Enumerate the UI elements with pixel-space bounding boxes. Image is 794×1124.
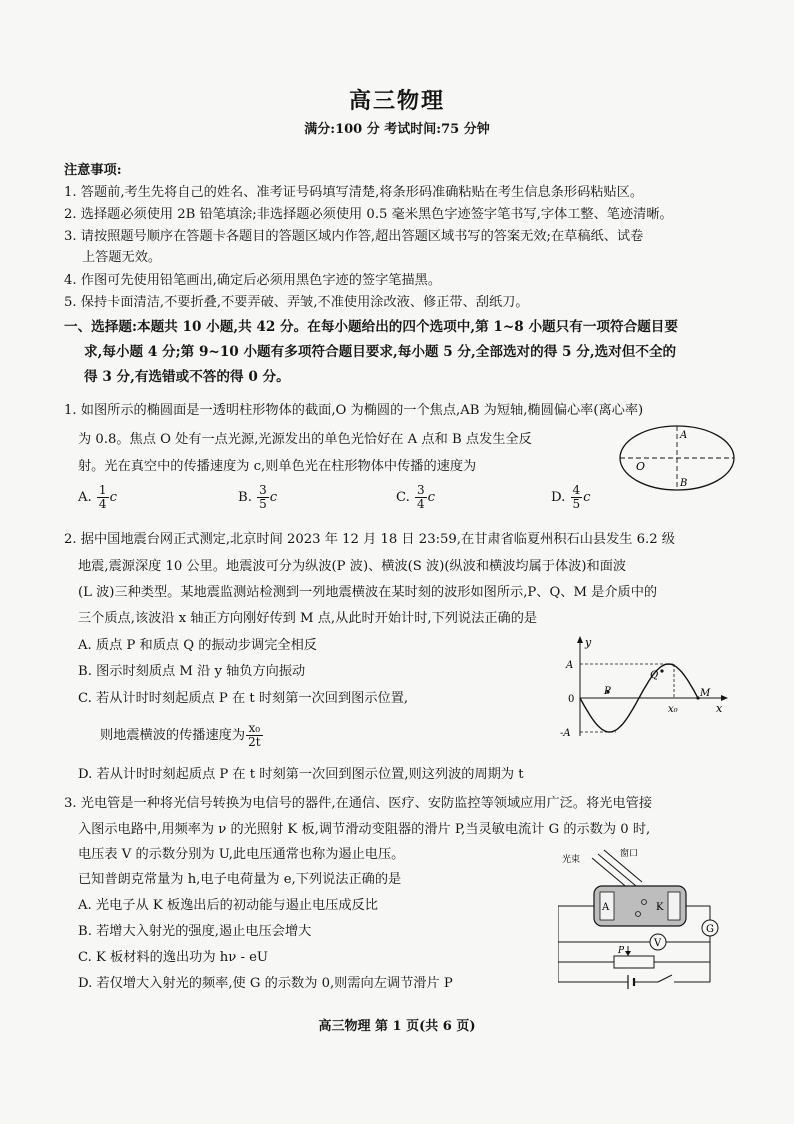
- wave-figure: [558, 634, 730, 740]
- section-heading: 得 3 分,有选错或不答的得 0 分。: [84, 369, 290, 385]
- question-2-option-c-cont: 则地震横波的传播速度为 $\frac{\text{x₀}}{2t}$: [100, 721, 261, 749]
- window-label: 窗口: [620, 849, 639, 859]
- notes-item: 5. 保持卡面清洁,不要折叠,不要弄破、弄皱,不准使用涂改液、修正带、刮纸刀。: [64, 295, 529, 310]
- question-2-option-d[interactable]: D. 若从计时时刻起质点 P 在 t 时刻第一次回到图示位置,则这列波的周期为 t: [78, 767, 524, 782]
- question-1-option-c[interactable]: C. $\frac{3}{4}$ c: [396, 483, 436, 511]
- question-3-option-b[interactable]: B. 若增大入射光的强度,遏止电压会增大: [78, 924, 312, 939]
- fraction: $\frac{3}{4}$: [417, 483, 425, 511]
- label-a: A: [680, 430, 688, 441]
- question-2-option-b[interactable]: B. 图示时刻质点 M 沿 y 轴负方向振动: [78, 664, 306, 679]
- phototube-circuit-figure: [558, 842, 728, 994]
- exam-title: 高三物理: [348, 88, 445, 114]
- question-1-text: 1. 如图所示的椭圆面是一透明柱形物体的截面,O 为椭圆的一个焦点,AB 为短轴,椭圆偏心率(离心率): [64, 403, 644, 418]
- rheostat: [614, 956, 654, 968]
- fraction: $\frac{4}{5}$: [572, 483, 581, 511]
- question-3-option-a[interactable]: A. 光电子从 K 板逸出后的初动能与遏止电压成反比: [78, 898, 378, 913]
- notes-item: 4. 作图可先使用铅笔画出,确定后必须用黑色字迹的签字笔描黑。: [64, 273, 442, 288]
- point-q: [660, 669, 663, 672]
- p-label: P: [604, 686, 611, 697]
- x-axis-arrow: [721, 695, 728, 701]
- question-1-text: 为 0.8。焦点 O 处有一点光源,光源发出的单色光恰好在 A 点和 B 点发生全反: [78, 432, 532, 447]
- question-2-text: 地震,震源深度 10 公里。地震波可分为纵波(P 波)、横波(S 波)(纵波和横波均属于体波)和面波: [78, 559, 627, 574]
- question-2-text: (L 波)三种类型。某地震监测站检测到一列地震横波在某时刻的波形如图所示,P、Q、M 是介质中的: [78, 585, 658, 600]
- exam-subtitle: 满分:100 分 考试时间:75 分钟: [304, 122, 490, 137]
- y-axis-arrow: [577, 636, 583, 643]
- neg-amplitude-label: -A: [560, 728, 571, 739]
- notes-item: 上答题无效。: [82, 250, 162, 265]
- fraction: $\frac{3}{5}$: [259, 483, 267, 511]
- fraction: $\frac{\text{x₀}}{2t}$: [248, 721, 261, 749]
- page-footer: 高三物理 第 1 页(共 6 页): [318, 1019, 476, 1034]
- question-1-text: 射。光在真空中的传播速度为 c,则单色光在柱形物体中传播的速度为: [78, 459, 477, 474]
- question-3-text: 电压表 V 的示数分别为 U,此电压通常也称为遏止电压。: [78, 847, 405, 862]
- question-1-option-a[interactable]: A. $\frac{1}{4}$ c: [78, 483, 117, 511]
- question-1-option-b[interactable]: B. $\frac{3}{5}$ c: [238, 483, 278, 511]
- question-2-option-c[interactable]: C. 若从计时时刻起质点 P 在 t 时刻第一次回到图示位置,: [78, 691, 409, 706]
- notes-item: 3. 请按照题号顺序在答题卡各题目的答题区域内作答,超出答题区域书写的答案无效;在草稿纸、试卷: [64, 229, 644, 244]
- question-3-option-c[interactable]: C. K 板材料的逸出功为 hν - eU: [78, 950, 269, 965]
- x-label: x: [716, 702, 723, 715]
- galvanometer-label: G: [706, 924, 714, 935]
- section-heading: 一、选择题:本题共 10 小题,共 42 分。在每小题给出的四个选项中,第 1~8 小题只有一项符合题目要: [64, 319, 678, 335]
- question-1-option-d[interactable]: D. $\frac{4}{5}$ c: [551, 483, 591, 511]
- x0-label: x₀: [668, 704, 678, 715]
- origin-label: 0: [568, 694, 575, 705]
- light-ray: [592, 858, 630, 890]
- fraction: $\frac{1}{4}$: [98, 483, 107, 511]
- question-3-text: 3. 光电管是一种将光信号转换为电信号的器件,在通信、医疗、安防监控等领域应用广泛。将光电管接: [64, 796, 653, 811]
- cathode-plate: [668, 892, 680, 920]
- amplitude-label: A: [566, 660, 574, 671]
- question-2-text: 三个质点,该波沿 x 轴正方向刚好传到 M 点,从此时开始计时,下列说法正确的是: [78, 611, 538, 626]
- question-2-option-a[interactable]: A. 质点 P 和质点 Q 的振动步调完全相反: [78, 638, 317, 653]
- slider-label: P: [618, 946, 625, 956]
- question-3-option-d[interactable]: D. 若仅增大入射光的频率,使 G 的示数为 0,则需向左调节滑片 P: [78, 976, 453, 991]
- switch: [658, 975, 672, 982]
- q-label: Q: [650, 670, 659, 681]
- slider-arrow: [625, 951, 631, 956]
- light-beam-label: 光束: [562, 855, 581, 865]
- y-label: y: [585, 636, 592, 649]
- notes-item: 1. 答题前,考生先将自己的姓名、准考证号码填写清楚,将条形码准确粘贴在考生信息条形码粘贴区。: [64, 185, 644, 200]
- anode-label: A: [602, 902, 610, 913]
- question-3-text: 已知普朗克常量为 h,电子电荷量为 e,下列说法正确的是: [78, 872, 402, 887]
- voltmeter-label: V: [654, 938, 662, 949]
- question-2-text: 2. 据中国地震台网正式测定,北京时间 2023 年 12 月 18 日 23:59,在甘肃省临夏州积石山县发生 6.2 级: [64, 532, 675, 547]
- section-heading: 求,每小题 4 分;第 9~10 小题有多项符合题目要求,每小题 5 分,全部选对的得 5 分,选对但不全的: [84, 344, 677, 360]
- label-o: O: [636, 460, 646, 473]
- notes-item: 2. 选择题必须使用 2B 铅笔填涂;非选择题必须使用 0.5 毫米黑色字迹签字笔书写,字体工整、笔迹清晰。: [64, 207, 673, 222]
- ellipse-figure: [616, 422, 738, 494]
- label-b: B: [680, 478, 688, 489]
- cathode-label: K: [656, 902, 664, 913]
- question-3-text: 入图示电路中,用频率为 ν 的光照射 K 板,调节滑动变阻器的滑片 P,当灵敏电流计 G 的示数为 0 时,: [78, 822, 651, 837]
- m-label: M: [700, 688, 711, 699]
- notes-heading: 注意事项:: [64, 163, 122, 178]
